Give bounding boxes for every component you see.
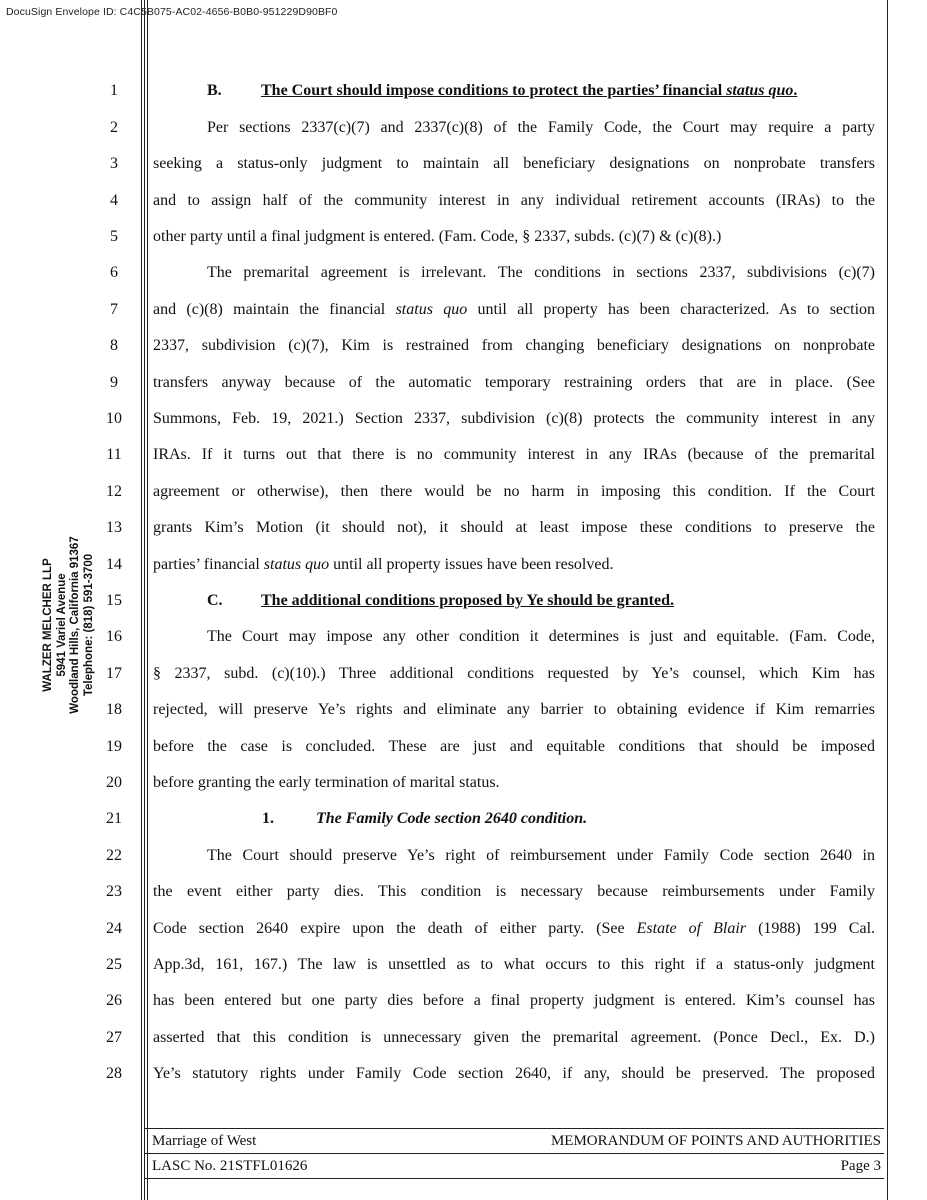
footer-rule-middle	[144, 1153, 884, 1154]
text-run: until all property has been characterized. As to section	[467, 301, 876, 318]
text-line: App.3d, 161, 167.) The law is unsettled as to what occurs to this right if a status-only judgment	[153, 956, 875, 973]
footer-rule-top	[144, 1128, 884, 1129]
line-number: 23	[106, 883, 122, 900]
line-number: 13	[106, 519, 122, 536]
firm-block	[24, 520, 114, 730]
text-line: the event either party dies. This condition is necessary because reimbursements under Family	[153, 883, 875, 900]
line-number: 9	[110, 374, 118, 391]
line-number: 18	[106, 701, 122, 718]
line-number: 12	[106, 483, 122, 500]
subsection-title: The Family Code section 2640 condition.	[316, 810, 588, 827]
text-line: before granting the early termination of marital status.	[153, 774, 500, 791]
section-heading-b	[207, 82, 875, 100]
text-line: § 2337, subd. (c)(10).) Three additional conditions requested by Ye’s counsel, which Kim has	[153, 665, 875, 682]
subsection-number: 1.	[262, 810, 274, 827]
margin-rule-left-3	[147, 0, 148, 1200]
text-line: other party until a final judgment is entered. (Fam. Code, § 2337, subds. (c)(7) & (c)(8).)	[153, 228, 722, 245]
line-number: 17	[106, 665, 122, 682]
text-run: and (c)(8) maintain the financial	[153, 301, 396, 318]
text-line: rejected, will preserve Ye’s rights and eliminate any barrier to obtaining evidence if Kim remarries	[153, 701, 875, 718]
line-number: 14	[106, 556, 122, 573]
line-number: 22	[106, 847, 122, 864]
heading-italic: status quo	[726, 82, 794, 99]
text-run: Code section 2640 expire upon the death of either party. (See	[153, 920, 637, 937]
line-number: 1	[110, 82, 118, 99]
text-line: IRAs. If it turns out that there is no community interest in any IRAs (because of the premarital	[153, 446, 875, 463]
margin-rule-left-2	[144, 0, 145, 1200]
line-number: 26	[106, 992, 122, 1009]
line-number: 6	[110, 264, 118, 281]
text-line: The premarital agreement is irrelevant. The conditions in sections 2337, subdivisions (c)(7)	[207, 264, 875, 281]
section-letter: B.	[207, 82, 222, 99]
text-line	[153, 920, 875, 938]
line-number: 19	[106, 738, 122, 755]
firm-city: Woodland Hills, California 91367	[69, 536, 81, 714]
text-line: Per sections 2337(c)(7) and 2337(c)(8) of the Family Code, the Court may require a party	[207, 119, 875, 136]
text-line: seeking a status-only judgment to maintain all beneficiary designations on nonprobate transfers	[153, 155, 875, 172]
section-letter: C.	[207, 592, 223, 609]
line-number: 3	[110, 155, 118, 172]
text-line: asserted that this condition is unnecessary given the premarital agreement. (Ponce Decl., Ex. D.)	[153, 1029, 875, 1046]
footer-page-number: Page 3	[840, 1158, 881, 1174]
line-number: 7	[110, 301, 118, 318]
docusign-envelope-id: DocuSign Envelope ID: C4C5B075-AC02-4656-B0B0-951229D90BF0	[6, 6, 338, 18]
line-number: 27	[106, 1029, 122, 1046]
italic-run: status quo	[395, 301, 468, 318]
text-line: before the case is concluded. These are just and equitable conditions that should be imposed	[153, 738, 875, 755]
footer-case-name: Marriage of West	[152, 1133, 257, 1149]
firm-name: WALZER MELCHER LLP	[42, 558, 54, 692]
firm-phone: Telephone: (818) 591-3700	[82, 553, 95, 697]
text-run: (1988) 199 Cal.	[746, 920, 876, 937]
line-number: 28	[106, 1065, 122, 1082]
text-line: Ye’s statutory rights under Family Code section 2640, if any, should be preserved. The proposed	[153, 1065, 875, 1082]
firm-street: 5941 Variel Avenue	[55, 573, 68, 677]
line-number: 11	[106, 446, 122, 463]
line-number: 16	[106, 628, 122, 645]
text-line	[153, 301, 875, 319]
text-line	[153, 556, 875, 574]
heading-text: The additional conditions proposed by Ye should be granted.	[261, 592, 674, 609]
case-citation: Estate of Blair	[636, 920, 747, 937]
text-line: grants Kim’s Motion (it should not), it should at least impose these conditions to preserve the	[153, 519, 875, 536]
text-run: until all property issues have been resolved.	[329, 556, 614, 573]
line-number: 20	[106, 774, 122, 791]
line-number: 15	[106, 592, 122, 609]
line-number: 2	[110, 119, 118, 136]
line-number: 21	[106, 810, 122, 827]
text-line: The Court may impose any other condition it determines is just and equitable. (Fam. Code,	[207, 628, 875, 645]
footer-case-number: LASC No. 21STFL01626	[152, 1158, 308, 1174]
footer-doc-title: MEMORANDUM OF POINTS AND AUTHORITIES	[550, 1133, 881, 1149]
text-line: and to assign half of the community interest in any individual retirement accounts (IRAs) to the	[153, 192, 875, 209]
heading-text: The Court should impose conditions to protect the parties’ financial	[261, 82, 727, 99]
text-run: parties’ financial	[153, 556, 264, 573]
footer-rule-bottom	[144, 1178, 884, 1179]
text-line: Summons, Feb. 19, 2021.) Section 2337, subdivision (c)(8) protects the community interest in any	[153, 410, 875, 427]
section-heading-c	[207, 592, 875, 610]
line-number: 25	[106, 956, 122, 973]
italic-run: status quo	[263, 556, 330, 573]
line-number: 5	[110, 228, 118, 245]
text-line: agreement or otherwise), then there would be no harm in imposing this condition. If the Court	[153, 483, 875, 500]
line-number: 10	[106, 410, 122, 427]
margin-rule-left-1	[141, 0, 142, 1200]
heading-end: .	[793, 82, 798, 99]
text-line: transfers anyway because of the automatic temporary restraining orders that are in place. (See	[153, 374, 875, 391]
line-number: 8	[110, 337, 118, 354]
margin-rule-right	[887, 0, 888, 1200]
text-line: The Court should preserve Ye’s right of reimbursement under Family Code section 2640 in	[207, 847, 875, 864]
line-number: 4	[110, 192, 118, 209]
line-number: 24	[106, 920, 122, 937]
text-line: 2337, subdivision (c)(7), Kim is restrained from changing beneficiary designations on nonprobate	[153, 337, 875, 354]
text-line: has been entered but one party dies before a final property judgment is entered. Kim’s counsel has	[153, 992, 875, 1009]
subsection-heading-1	[262, 810, 875, 828]
